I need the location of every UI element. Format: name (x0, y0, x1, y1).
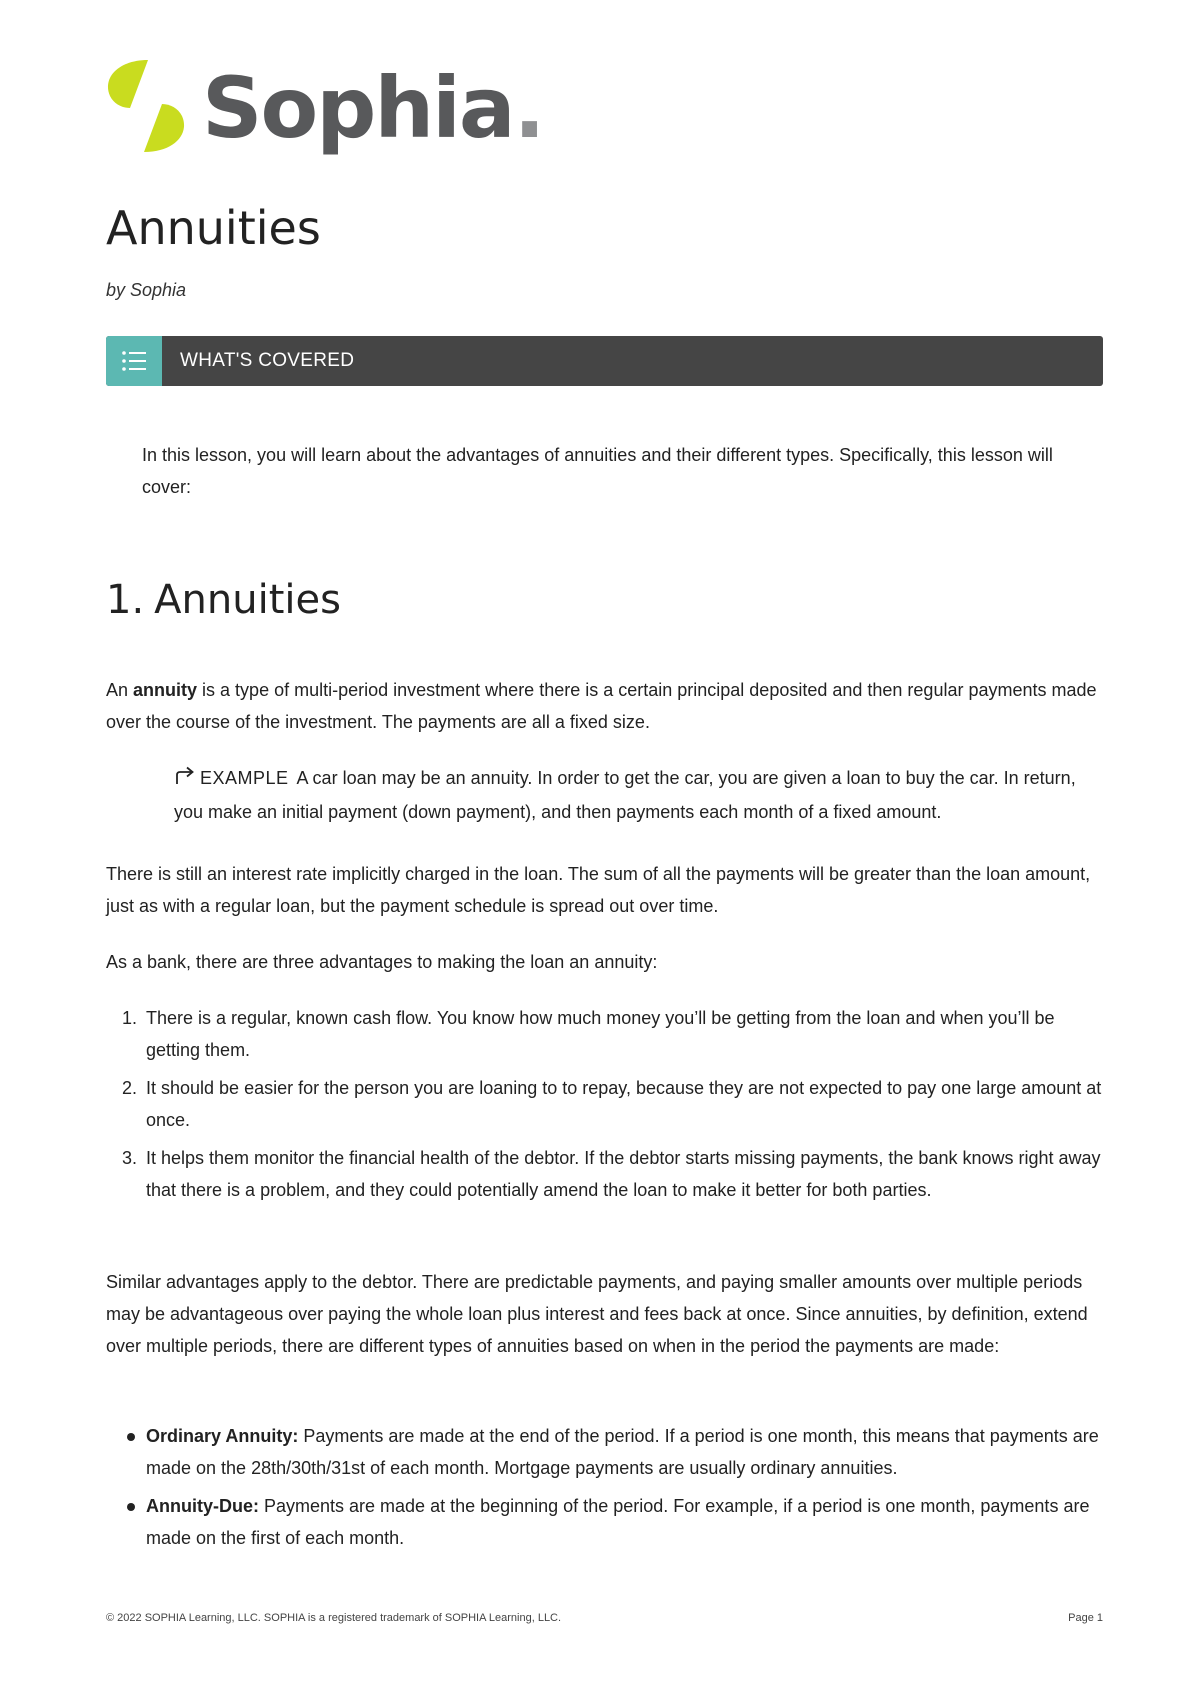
whats-covered-header (106, 336, 1103, 386)
whats-covered-label: WHAT'S COVERED (180, 350, 355, 371)
paragraph-advantages-intro: As a bank, there are three advantages to making the loan an annuity: (106, 952, 658, 972)
annuity-types-list (106, 1420, 1106, 1560)
list-item: 1. There is a regular, known cash flow. You know how much money you’ll be getting from the loan and when you’ll be getting them. (122, 1008, 1055, 1060)
paragraph-interest: There is still an interest rate implicitly charged in the loan. The sum of all the payments will be greater than the loan amount, just as with a regular loan, but the payment schedule is spread out over time. (106, 864, 1091, 916)
arrow-icon (174, 764, 196, 796)
section-heading (106, 570, 351, 630)
advantages-list (106, 1002, 1106, 1212)
key-term: annuity (133, 680, 198, 700)
bullet-icon (127, 1503, 135, 1511)
list-item: Ordinary Annuity: Payments are made at the end of the period. If a period is one month, this means that payments are made on the 28th/30th/31st of each month. Mortgage payments are usually ordinary annuities. (106, 1420, 1106, 1484)
sophia-logo-icon (104, 56, 188, 156)
example-label: EXAMPLE (200, 768, 289, 788)
list-item: 3. It helps them monitor the financial health of the debtor. If the debtor starts missing payments, the bank knows right away that there is a problem, and they could potentially amend the loan to make it better for both parties. (122, 1148, 1101, 1200)
list-icon (106, 336, 162, 386)
section-number: 1. (106, 577, 145, 623)
page-footer (106, 1612, 1103, 1624)
paragraph-debtor: Similar advantages apply to the debtor. There are predictable payments, and paying smaller amounts over multiple periods may be advantageous over paying the whole loan plus interest and fees back at once. Since annuities, by definition, extend over multiple periods, there are different types of annuities based on when in the period the payments are made: (106, 1272, 1088, 1356)
page-title: Annuities (106, 201, 321, 255)
copyright-text: © 2022 SOPHIA Learning, LLC. SOPHIA is a registered trademark of SOPHIA Learning, LLC. (106, 1612, 562, 1624)
list-item: 2. It should be easier for the person you are loaning to to repay, because they are not expected to pay one large amount at once. (122, 1078, 1102, 1130)
logo-wordmark: Sophia. (202, 59, 544, 157)
byline: by Sophia (106, 280, 187, 300)
example-block (174, 762, 1104, 828)
example-text: A car loan may be an annuity. In order to get the car, you are given a loan to buy the car. In return, you make an initial payment (down payment), and then payments each month of a fixed amount. (174, 768, 1076, 822)
whats-covered-text: In this lesson, you will learn about the advantages of annuities and their different types. Specifically, this lesson will cover: (142, 445, 1053, 497)
page-number: Page 1 (1068, 1612, 1103, 1624)
sophia-logo (104, 56, 544, 157)
bullet-icon (127, 1433, 135, 1441)
section-title: Annuities (154, 577, 341, 623)
paragraph-annuity-definition: An annuity is a type of multi-period investment where there is a certain principal deposited and then regular payments made over the course of the investment. The payments are all a fixed size. (106, 680, 1097, 732)
list-item: Annuity-Due: Payments are made at the beginning of the period. For example, if a period is one month, payments are made on the first of each month. (106, 1490, 1106, 1554)
